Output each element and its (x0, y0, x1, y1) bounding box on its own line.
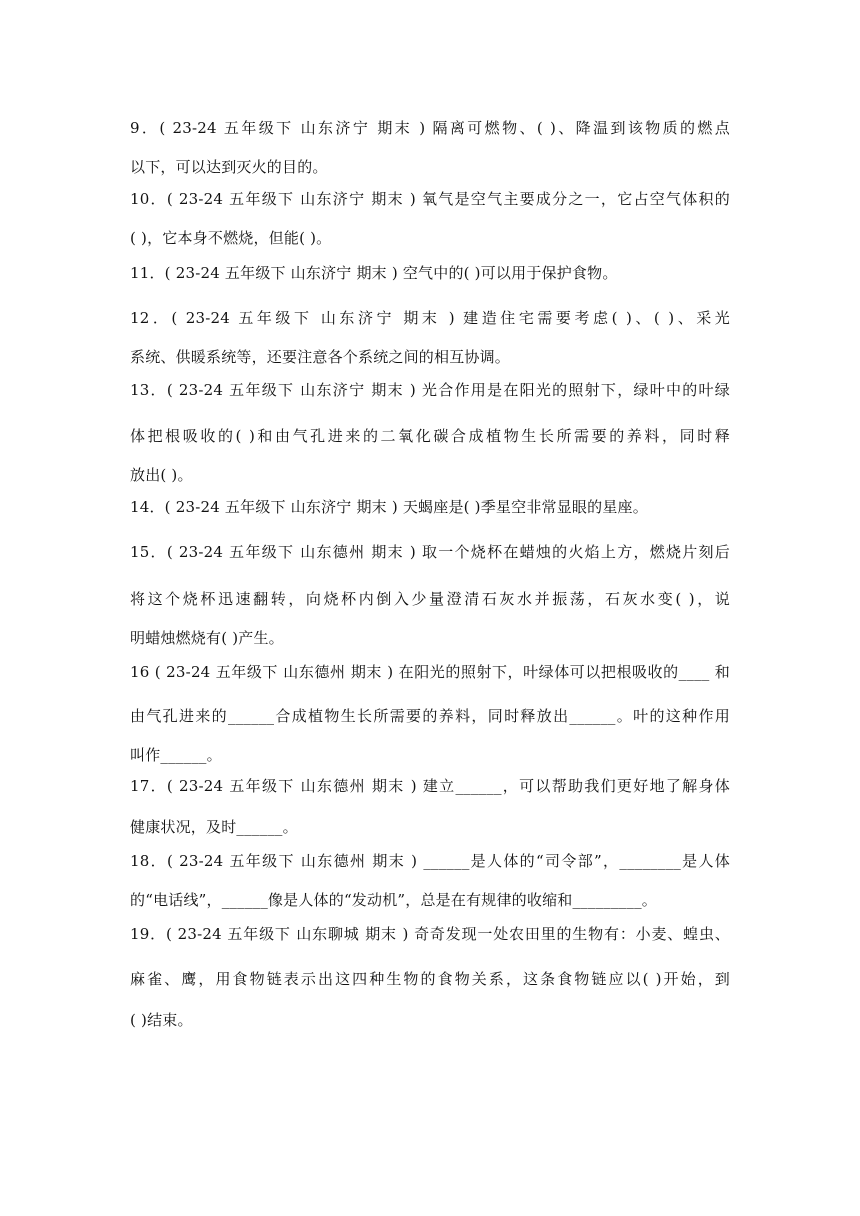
question-11-line-1: 11．( 23-24 五年级下 山东济宁 期末 ) 空气中的( )可以用于保护食物。 (130, 264, 618, 282)
question-19-line-3: ( )结束。 (130, 1011, 193, 1029)
question-12-line-2: 系统、供暖系统等，还要注意各个系统之间的相互协调。 (130, 348, 511, 366)
question-19-line-2: 麻雀、鹰，用食物链表示出这四种生物的食物关系，这条食物链应以( )开始，到 (130, 970, 730, 988)
question-15-line-3: 明蜡烛燃烧有( )产生。 (130, 629, 284, 647)
question-16-line-3: 叫作______。 (130, 746, 222, 764)
question-18-line-1: 18．( 23-24 五年级下 山东德州 期末 ) ______是人体的“司令部”，________是人体 (130, 852, 730, 870)
question-9-line-2: 以下，可以达到灭火的目的。 (130, 158, 328, 176)
question-16-line-2: 由气孔进来的______合成植物生长所需要的养料，同时释放出______。叶的这种作用 (130, 707, 730, 725)
question-19-line-1: 19．( 23-24 五年级下 山东聊城 期末 ) 奇奇发现一处农田里的生物有：小麦、蝗虫、 (130, 925, 730, 943)
question-13-line-1: 13．( 23-24 五年级下 山东济宁 期末 ) 光合作用是在阳光的照射下，绿叶中的叶绿 (130, 381, 730, 399)
question-13-line-3: 放出( )。 (130, 466, 193, 484)
question-17-line-2: 健康状况，及时______。 (130, 818, 298, 836)
question-13-line-2: 体把根吸收的( )和由气孔进来的二氧化碳合成植物生长所需要的养料，同时释 (130, 427, 730, 445)
question-16-line-1: 16 ( 23-24 五年级下 山东德州 期末 ) 在阳光的照射下，叶绿体可以把根吸收的____ 和 (130, 663, 730, 681)
question-15-line-1: 15．( 23-24 五年级下 山东德州 期末 ) 取一个烧杯在蜡烛的火焰上方，燃烧片刻后 (130, 543, 730, 561)
question-17-line-1: 17．( 23-24 五年级下 山东德州 期末 ) 建立______，可以帮助我们更好地了解身体 (130, 777, 730, 795)
question-15-line-2: 将这个烧杯迅速翻转，向烧杯内倒入少量澄清石灰水并振荡，石灰水变( )，说 (130, 590, 730, 608)
question-14-line-1: 14．( 23-24 五年级下 山东济宁 期末 ) 天蝎座是( )季星空非常显眼的星座。 (130, 498, 648, 516)
question-10-line-1: 10．( 23-24 五年级下 山东济宁 期末 ) 氧气是空气主要成分之一，它占空气体积的 (130, 190, 730, 208)
question-18-line-2: 的“电话线”，______像是人体的“发动机”，总是在有规律的收缩和_________。 (130, 891, 657, 909)
question-9-line-1: 9．( 23-24 五年级下 山东济宁 期末 ) 隔离可燃物、( )、降温到该物质的燃点 (130, 119, 730, 137)
question-12-line-1: 12．( 23-24 五年级下 山东济宁 期末 ) 建造住宅需要考虑( )、( )、采光 (130, 309, 730, 327)
question-10-line-2: ( )，它本身不燃烧，但能( )。 (130, 229, 332, 247)
